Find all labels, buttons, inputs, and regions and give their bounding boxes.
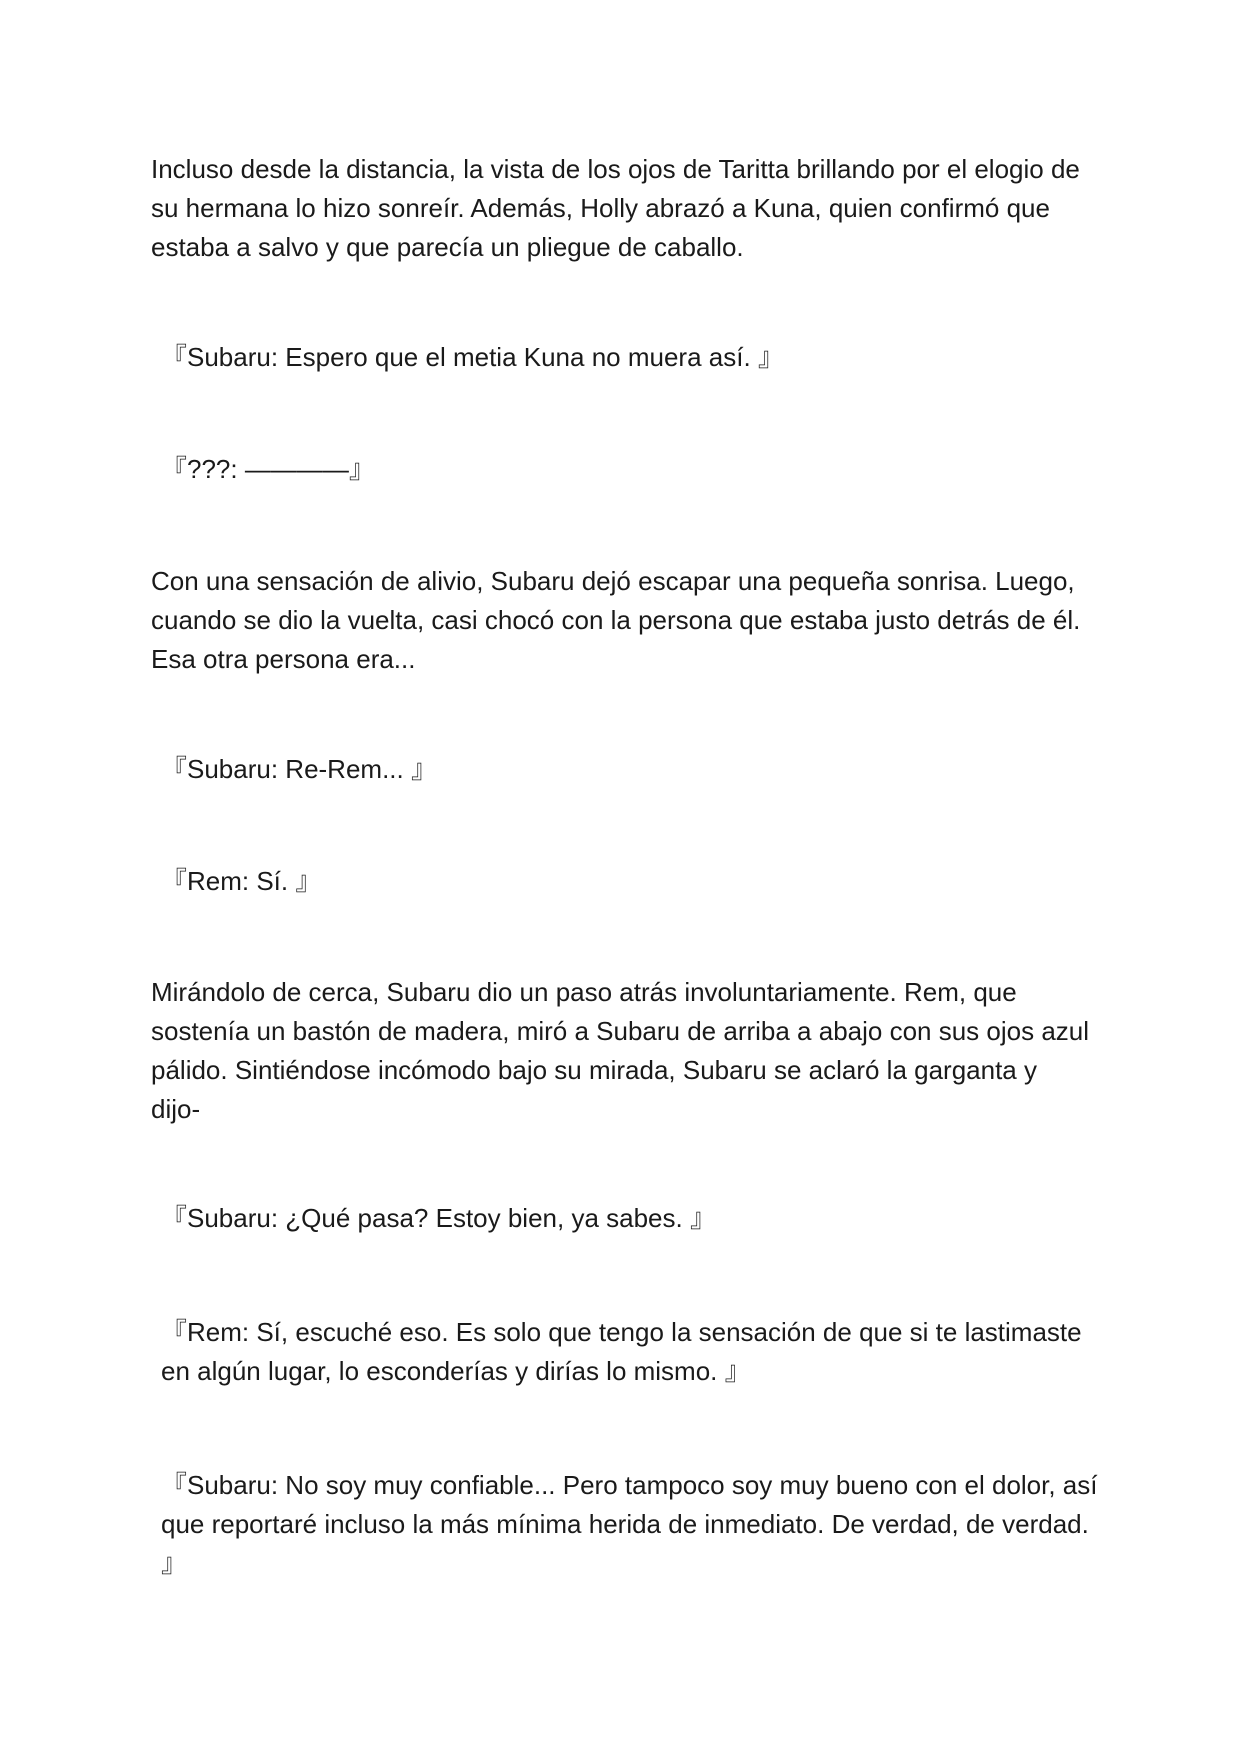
dialogue-line: 『Rem: Sí, escuché eso. Es solo que tengo la sensación de que si te lastimaste en algún lugar, lo esconderías y dirías lo mismo. 』 bbox=[161, 1317, 1082, 1386]
dialogue-line: 『Subaru: Espero que el metia Kuna no muera así. 』 bbox=[161, 342, 784, 372]
dialogue-line: 『Subaru: ¿Qué pasa? Estoy bien, ya sabes. 』 bbox=[161, 1203, 716, 1233]
narration-paragraph: Mirándolo de cerca, Subaru dio un paso atrás involuntariamente. Rem, que sostenía un bastón de madera, miró a Subaru de arriba a abajo con sus ojos azul pálido. Sintiéndose incómodo bajo su mirada, Subaru se aclaró la garganta y dijo- bbox=[151, 977, 1090, 1124]
dialogue-line: 『Subaru: Re-Rem... 』 bbox=[161, 754, 437, 784]
narration-paragraph: Con una sensación de alivio, Subaru dejó escapar una pequeña sonrisa. Luego, cuando se dio la vuelta, casi chocó con la persona que estaba justo detrás de él. Esa otra persona era... bbox=[151, 566, 1081, 674]
dialogue-line: 『???: ————』 bbox=[161, 454, 375, 484]
dialogue-line: 『Rem: Sí. 』 bbox=[161, 866, 322, 896]
narration-paragraph: Incluso desde la distancia, la vista de los ojos de Taritta brillando por el elogio de su hermana lo hizo sonreír. Además, Holly abrazó a Kuna, quien confirmó que estaba a salvo y que parecía un pliegue de caballo. bbox=[151, 154, 1080, 262]
dialogue-line: 『Subaru: No soy muy confiable... Pero tampoco soy muy bueno con el dolor, así que reportaré incluso la más mínima herida de inmediato. De verdad, de verdad. 』 bbox=[161, 1470, 1098, 1578]
